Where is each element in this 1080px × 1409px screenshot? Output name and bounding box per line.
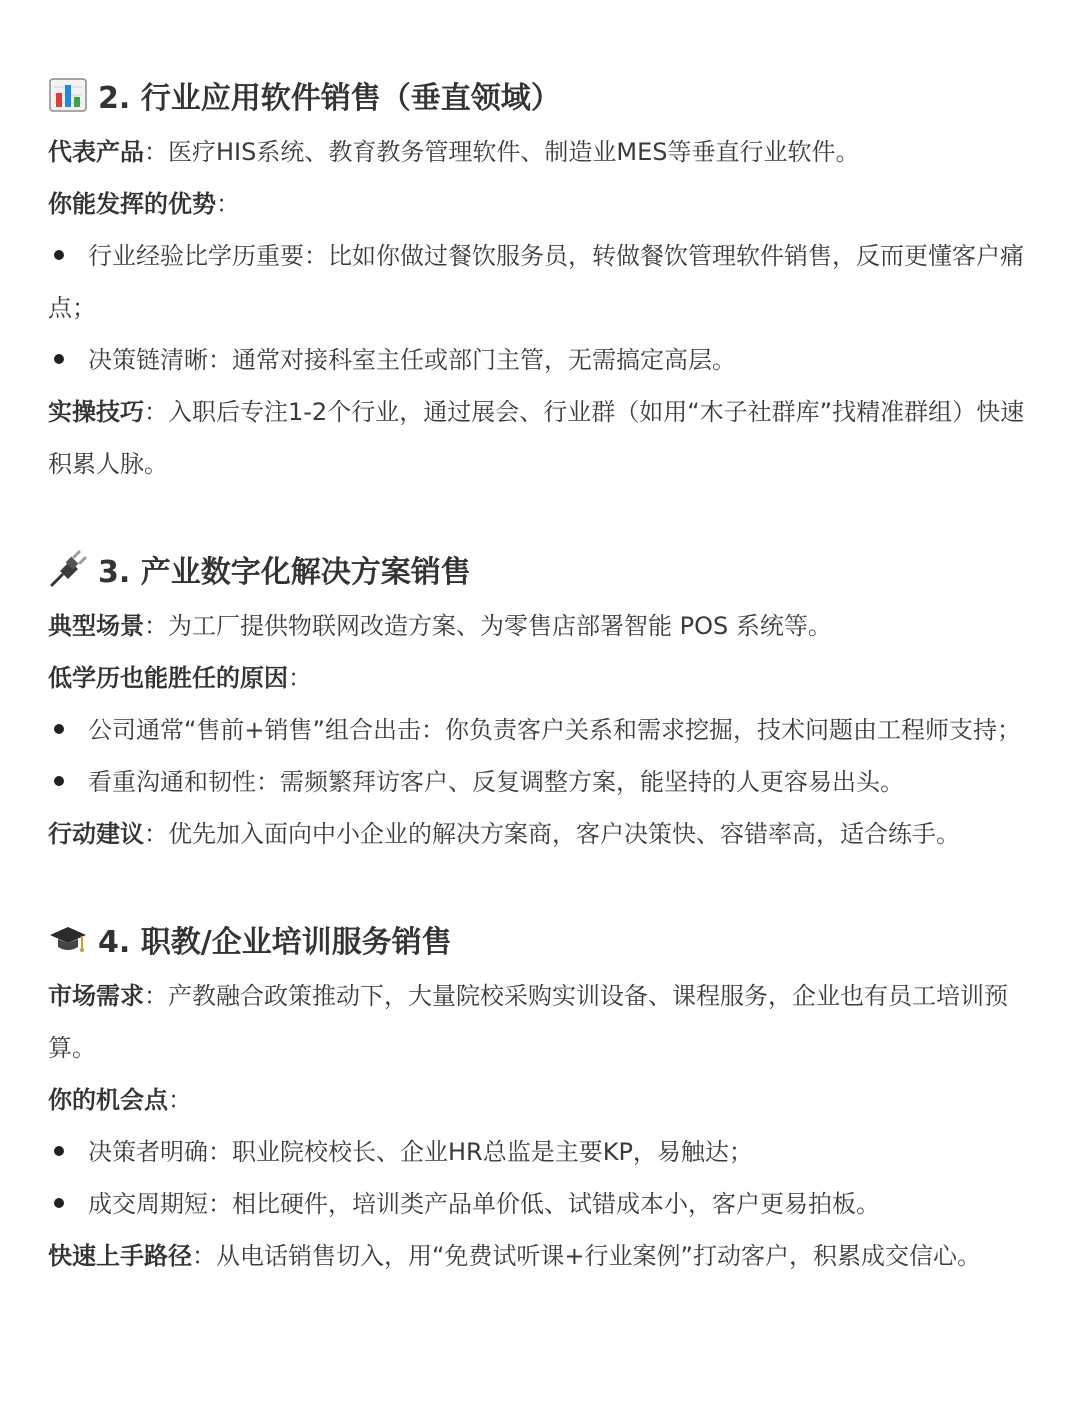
graduation-cap-icon [48,919,88,959]
intro-paragraph [48,600,1032,652]
bullet-dot-icon [54,1198,64,1208]
list-item [48,230,1032,334]
bullet-dot-icon [54,354,64,364]
tip-text: ：优先加入面向中小企业的解决方案商，客户决策快、容错率高，适合练手。 [144,820,960,848]
intro-text: ：产教融合政策推动下，大量院校采购实训设备、课程服务，企业也有员工培训预算。 [48,982,1008,1062]
sub-heading [48,652,1032,704]
section-training-services [48,916,1032,1282]
sub-label: 你能发挥的优势 [48,190,216,218]
list-item-text: 成交周期短：相比硬件，培训类产品单价低、试错成本小，客户更易拍板。 [88,1190,880,1218]
section-heading [48,72,1032,118]
list-item [48,1126,1032,1178]
list-item-text: 看重沟通和韧性：需频繁拜访客户、反复调整方案，能坚持的人更容易出头。 [88,768,904,796]
intro-label: 代表产品 [48,138,144,166]
tip-paragraph [48,386,1032,490]
intro-label: 市场需求 [48,982,144,1010]
sub-heading [48,1074,1032,1126]
bullet-dot-icon [54,1146,64,1156]
sub-label: 低学历也能胜任的原因 [48,664,288,692]
intro-text: ：医疗HIS系统、教育教务管理软件、制造业MES等垂直行业软件。 [144,138,860,166]
section-industry-software [48,72,1032,490]
bullet-dot-icon [54,724,64,734]
list-item [48,704,1032,756]
tip-label: 行动建议 [48,820,144,848]
list-item [48,756,1032,808]
sub-colon: ： [216,190,240,218]
list-item-text: 决策链清晰：通常对接科室主任或部门主管，无需搞定高层。 [88,346,736,374]
tip-label: 实操技巧 [48,398,144,426]
tip-paragraph [48,808,1032,860]
list-item [48,1178,1032,1230]
section-heading [48,916,1032,962]
section-title: 3. 产业数字化解决方案销售 [98,555,471,590]
intro-label: 典型场景 [48,612,144,640]
plug-icon [48,549,88,589]
sub-heading [48,178,1032,230]
bar-chart-icon [48,75,88,115]
list-item-text: 公司通常“售前+销售”组合出击：你负责客户关系和需求挖掘，技术问题由工程师支持； [88,716,1021,744]
tip-text: ：从电话销售切入，用“免费试听课+行业案例”打动客户，积累成交信心。 [192,1242,981,1270]
sub-label: 你的机会点 [48,1086,168,1114]
list-item-text: 行业经验比学历重要：比如你做过餐饮服务员，转做餐饮管理软件销售，反而更懂客户痛点； [48,242,1024,322]
intro-paragraph [48,970,1032,1074]
intro-paragraph [48,126,1032,178]
bullet-dot-icon [54,776,64,786]
tip-text: ：入职后专注1-2个行业，通过展会、行业群（如用“木子社群库”找精准群组）快速积累人脉。 [48,398,1025,478]
tip-paragraph [48,1230,1032,1282]
sub-colon: ： [168,1086,192,1114]
section-digital-solutions [48,546,1032,860]
sub-colon: ： [288,664,312,692]
tip-label: 快速上手路径 [48,1242,192,1270]
section-heading [48,546,1032,592]
list-item [48,334,1032,386]
bullet-dot-icon [54,250,64,260]
section-title: 2. 行业应用软件销售（垂直领域） [98,81,561,116]
intro-text: ：为工厂提供物联网改造方案、为零售店部署智能 POS 系统等。 [144,612,832,640]
section-title: 4. 职教/企业培训服务销售 [98,925,452,960]
list-item-text: 决策者明确：职业院校校长、企业HR总监是主要KP，易触达； [88,1138,753,1166]
